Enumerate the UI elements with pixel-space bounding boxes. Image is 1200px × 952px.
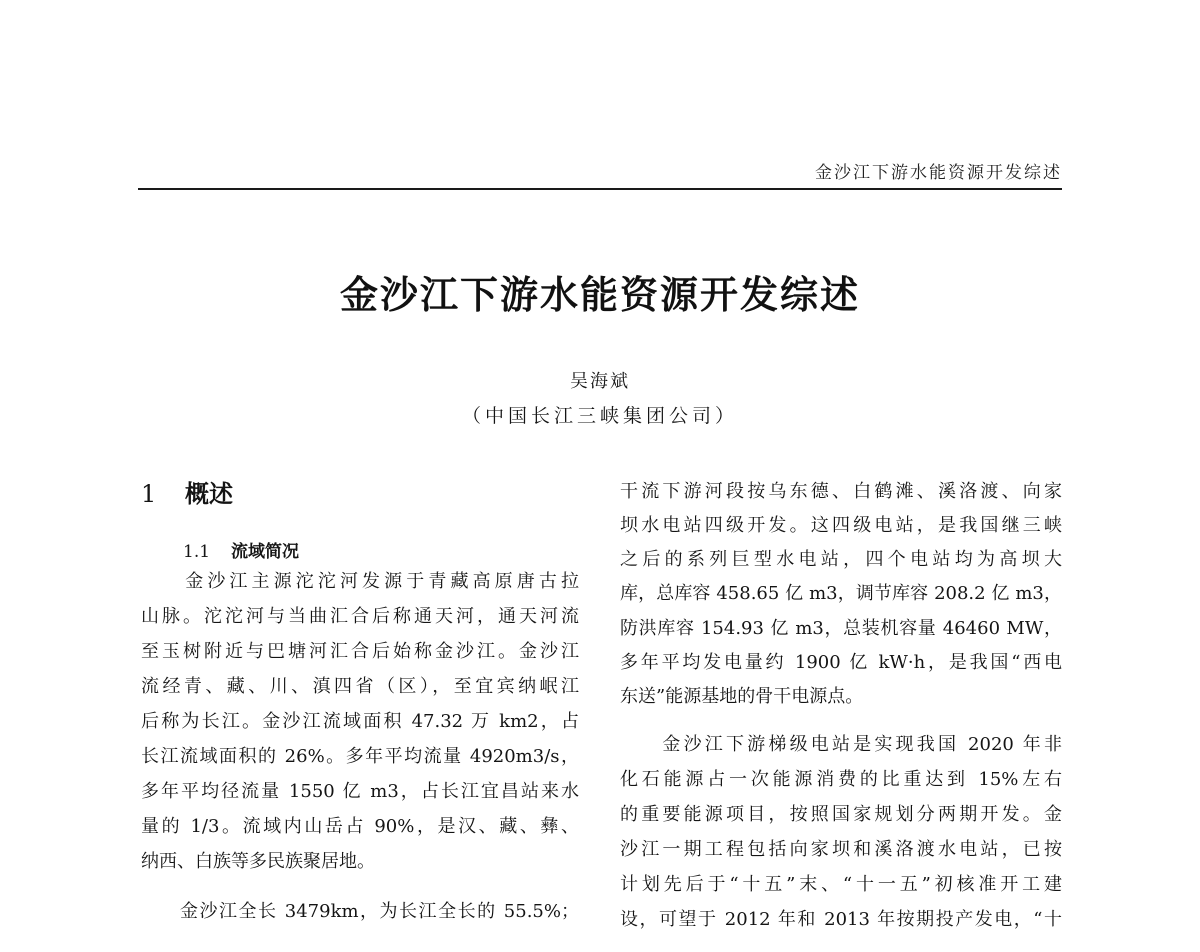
- text-line: 设，可望于 2012 年和 2013 年按期投产发电，“十: [620, 909, 1062, 930]
- text-line: 后称为长江。金沙江流域面积 47.32 万 km2，占: [141, 711, 579, 732]
- text-line: 多年平均发电量约 1900 亿 kW·h，是我国“西电: [620, 652, 1062, 673]
- section-number: 1: [141, 480, 157, 508]
- author: 吴海斌: [570, 371, 630, 392]
- text-line: 长江流域面积的 26%。多年平均流量 4920m3/s，: [141, 746, 579, 767]
- subsection-number: 1.1: [183, 542, 211, 562]
- text-line: 计划先后于“十五”末、“十一五”初核准开工建: [620, 874, 1062, 895]
- text-line: 库，总库容 458.65 亿 m3，调节库容 208.2 亿 m3，: [620, 583, 1062, 604]
- text-line: 之后的系列巨型水电站，四个电站均为高坝大: [620, 549, 1062, 570]
- affiliation: （中国长江三峡集团公司）: [461, 405, 738, 427]
- text-line: 防洪库容 154.93 亿 m3，总装机容量 46460 MW，: [620, 618, 1062, 639]
- section-heading: [141, 474, 233, 509]
- text-line: 金沙江主源沱沱河发源于青藏高原唐古拉: [141, 571, 579, 592]
- text-line: 量的 1/3。流域内山岳占 90%，是汉、藏、彝、: [141, 816, 579, 837]
- text-line: 至玉树附近与巴塘河汇合后始称金沙江。金沙江: [141, 641, 579, 662]
- text-line: 坝水电站四级开发。这四级电站，是我国继三峡: [620, 515, 1062, 536]
- section-title: 概述: [185, 479, 233, 508]
- page-title: 金沙江下游水能资源开发综述: [339, 272, 860, 317]
- running-header: 金沙江下游水能资源开发综述: [815, 163, 1062, 183]
- text-line: 山脉。沱沱河与当曲汇合后称通天河，通天河流: [141, 606, 579, 627]
- subsection-title: 流域简况: [231, 542, 299, 562]
- text-line: 东送”能源基地的骨干电源点。: [620, 686, 864, 707]
- text-line: 干流下游河段按乌东德、白鹤滩、溪洛渡、向家: [620, 481, 1062, 502]
- text-line: 沙江一期工程包括向家坝和溪洛渡水电站，已按: [620, 839, 1062, 860]
- text-line: 纳西、白族等多民族聚居地。: [141, 851, 375, 872]
- subsection-heading: [183, 537, 299, 562]
- text-line: 化石能源占一次能源消费的比重达到 15%左右: [620, 769, 1062, 790]
- header-rule: [138, 188, 1062, 190]
- text-line: 金沙江下游梯级电站是实现我国 2020 年非: [620, 734, 1062, 755]
- text-line: 流经青、藏、川、滇四省（区），至宜宾纳岷江: [141, 676, 579, 697]
- text-line: 金沙江全长 3479km，为长江全长的 55.5%；: [141, 901, 579, 922]
- text-line: 的重要能源项目，按照国家规划分两期开发。金: [620, 804, 1062, 825]
- text-line: 多年平均径流量 1550 亿 m3，占长江宜昌站来水: [141, 781, 579, 802]
